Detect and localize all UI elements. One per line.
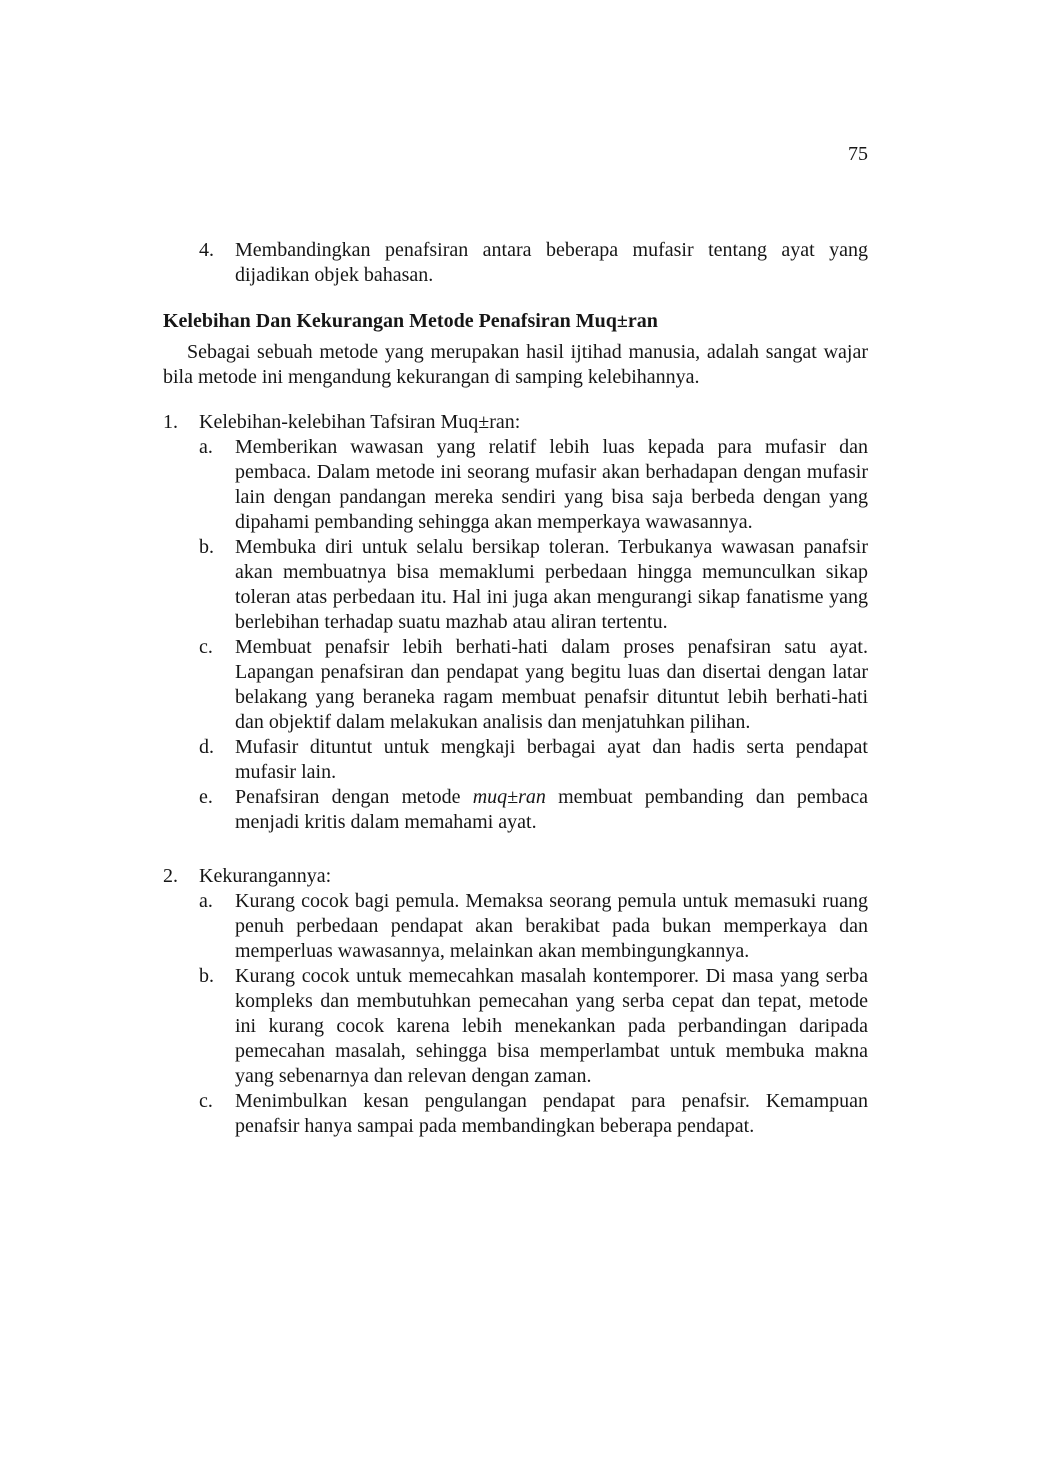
- kelebihan-item-d-label: d.: [199, 736, 214, 758]
- list-kelebihan-title: Kelebihan-kelebihan Tafsiran Muq±ran:: [199, 411, 521, 433]
- kelebihan-item-c-label: c.: [199, 636, 213, 658]
- kelebihan-item-b: [163, 535, 868, 635]
- kelebihan-item-d: [163, 735, 868, 785]
- kelebihan-item-b-text: Membuka diri untuk selalu bersikap toleran. Terbukanya wawasan panafsir akan membuatnya bisa memaklumi perbedaan hingga memunculkan sikap toleran atas perbedaan itu. Hal ini juga akan mengurangi sikap fanatisme yang berlebihan terhadap suatu mazhab atau aliran tertentu.: [235, 536, 868, 633]
- kelebihan-item-d-text: Mufasir dituntut untuk mengkaji berbagai ayat dan hadis serta pendapat mufasir lain.: [235, 736, 868, 783]
- kelebihan-item-a: [163, 435, 868, 535]
- section-heading: Kelebihan Dan Kekurangan Metode Penafsiran Muq±ran: [163, 310, 658, 332]
- kekurangan-item-b-text: Kurang cocok untuk memecahkan masalah kontemporer. Di masa yang serba kompleks dan membutuhkan pemecahan yang serba cepat dan tepat, metode ini kurang cocok karena lebih menekankan pada perbandingan daripada pemecahan masalah, sehingga bisa memperlambat untuk membuka makna yang sebenarnya dan relevan dengan zaman.: [235, 965, 868, 1087]
- kelebihan-item-e-term-italic: muq±ran: [472, 786, 546, 808]
- kekurangan-item-b-label: b.: [199, 965, 214, 987]
- kekurangan-item-a-text: Kurang cocok bagi pemula. Memaksa seorang pemula untuk memasuki ruang penuh perbedaan pendapat akan berakibat pada bukan memperkaya dan memperluas wawasannya, melainkan akan membingungkannya.: [235, 890, 868, 962]
- list-item-4-text: Membandingkan penafsiran antara beberapa mufasir tentang ayat yang dijadikan objek bahasan.: [235, 239, 868, 286]
- kelebihan-item-e-label: e.: [199, 786, 213, 808]
- page-number: 75: [848, 143, 868, 165]
- kelebihan-item-c: [163, 635, 868, 735]
- kekurangan-item-c-text: Menimbulkan kesan pengulangan pendapat para penafsir. Kemampuan penafsir hanya sampai pada membandingkan beberapa pendapat.: [235, 1090, 868, 1137]
- kelebihan-item-c-text: Membuat penafsir lebih berhati-hati dalam proses penafsiran satu ayat. Lapangan penafsiran dan pendapat yang begitu luas dan disertai dengan latar belakang yang beraneka ragam membuat penafsir dituntut lebih berhati-hati dan objektif dalam melakukan analisis dan menjatuhkan pilihan.: [235, 636, 868, 733]
- kekurangan-item-b: [163, 964, 868, 1089]
- kekurangan-item-c-label: c.: [199, 1090, 213, 1112]
- kelebihan-item-e-text-post: membuat pembanding dan pembaca menjadi kritis dalam memahami ayat.: [235, 786, 868, 833]
- intro-paragraph: Sebagai sebuah metode yang merupakan hasil ijtihad manusia, adalah sangat wajar bila metode ini mengandung kekurangan di samping kelebihannya.: [163, 341, 868, 388]
- list-kelebihan: [163, 410, 868, 835]
- list-item-4-label: 4.: [199, 239, 214, 261]
- kekurangan-item-a: [163, 889, 868, 964]
- list-kelebihan-number: 1.: [163, 411, 178, 433]
- page-content: [163, 238, 868, 1139]
- kelebihan-item-a-label: a.: [199, 436, 213, 458]
- kekurangan-item-c: [163, 1089, 868, 1139]
- list-item-4: [163, 238, 868, 288]
- kelebihan-item-b-label: b.: [199, 536, 214, 558]
- list-kekurangan-number: 2.: [163, 865, 178, 887]
- kekurangan-item-a-label: a.: [199, 890, 213, 912]
- kelebihan-item-a-text: Memberikan wawasan yang relatif lebih luas kepada para mufasir dan pembaca. Dalam metode ini seorang mufasir akan berhadapan dengan mufasir lain dengan pandangan mereka sendiri yang bisa saja berbeda dengan yang dipahami pembanding sehingga akan memperkaya wawasannya.: [235, 436, 868, 533]
- list-kelebihan-header: [163, 410, 868, 435]
- list-kekurangan-header: [163, 864, 868, 889]
- list-kekurangan-title: Kekurangannya:: [199, 865, 332, 887]
- list-kekurangan: [163, 864, 868, 1139]
- kelebihan-item-e-text-pre: Penafsiran dengan metode: [235, 786, 473, 808]
- kelebihan-item-e: [163, 785, 868, 835]
